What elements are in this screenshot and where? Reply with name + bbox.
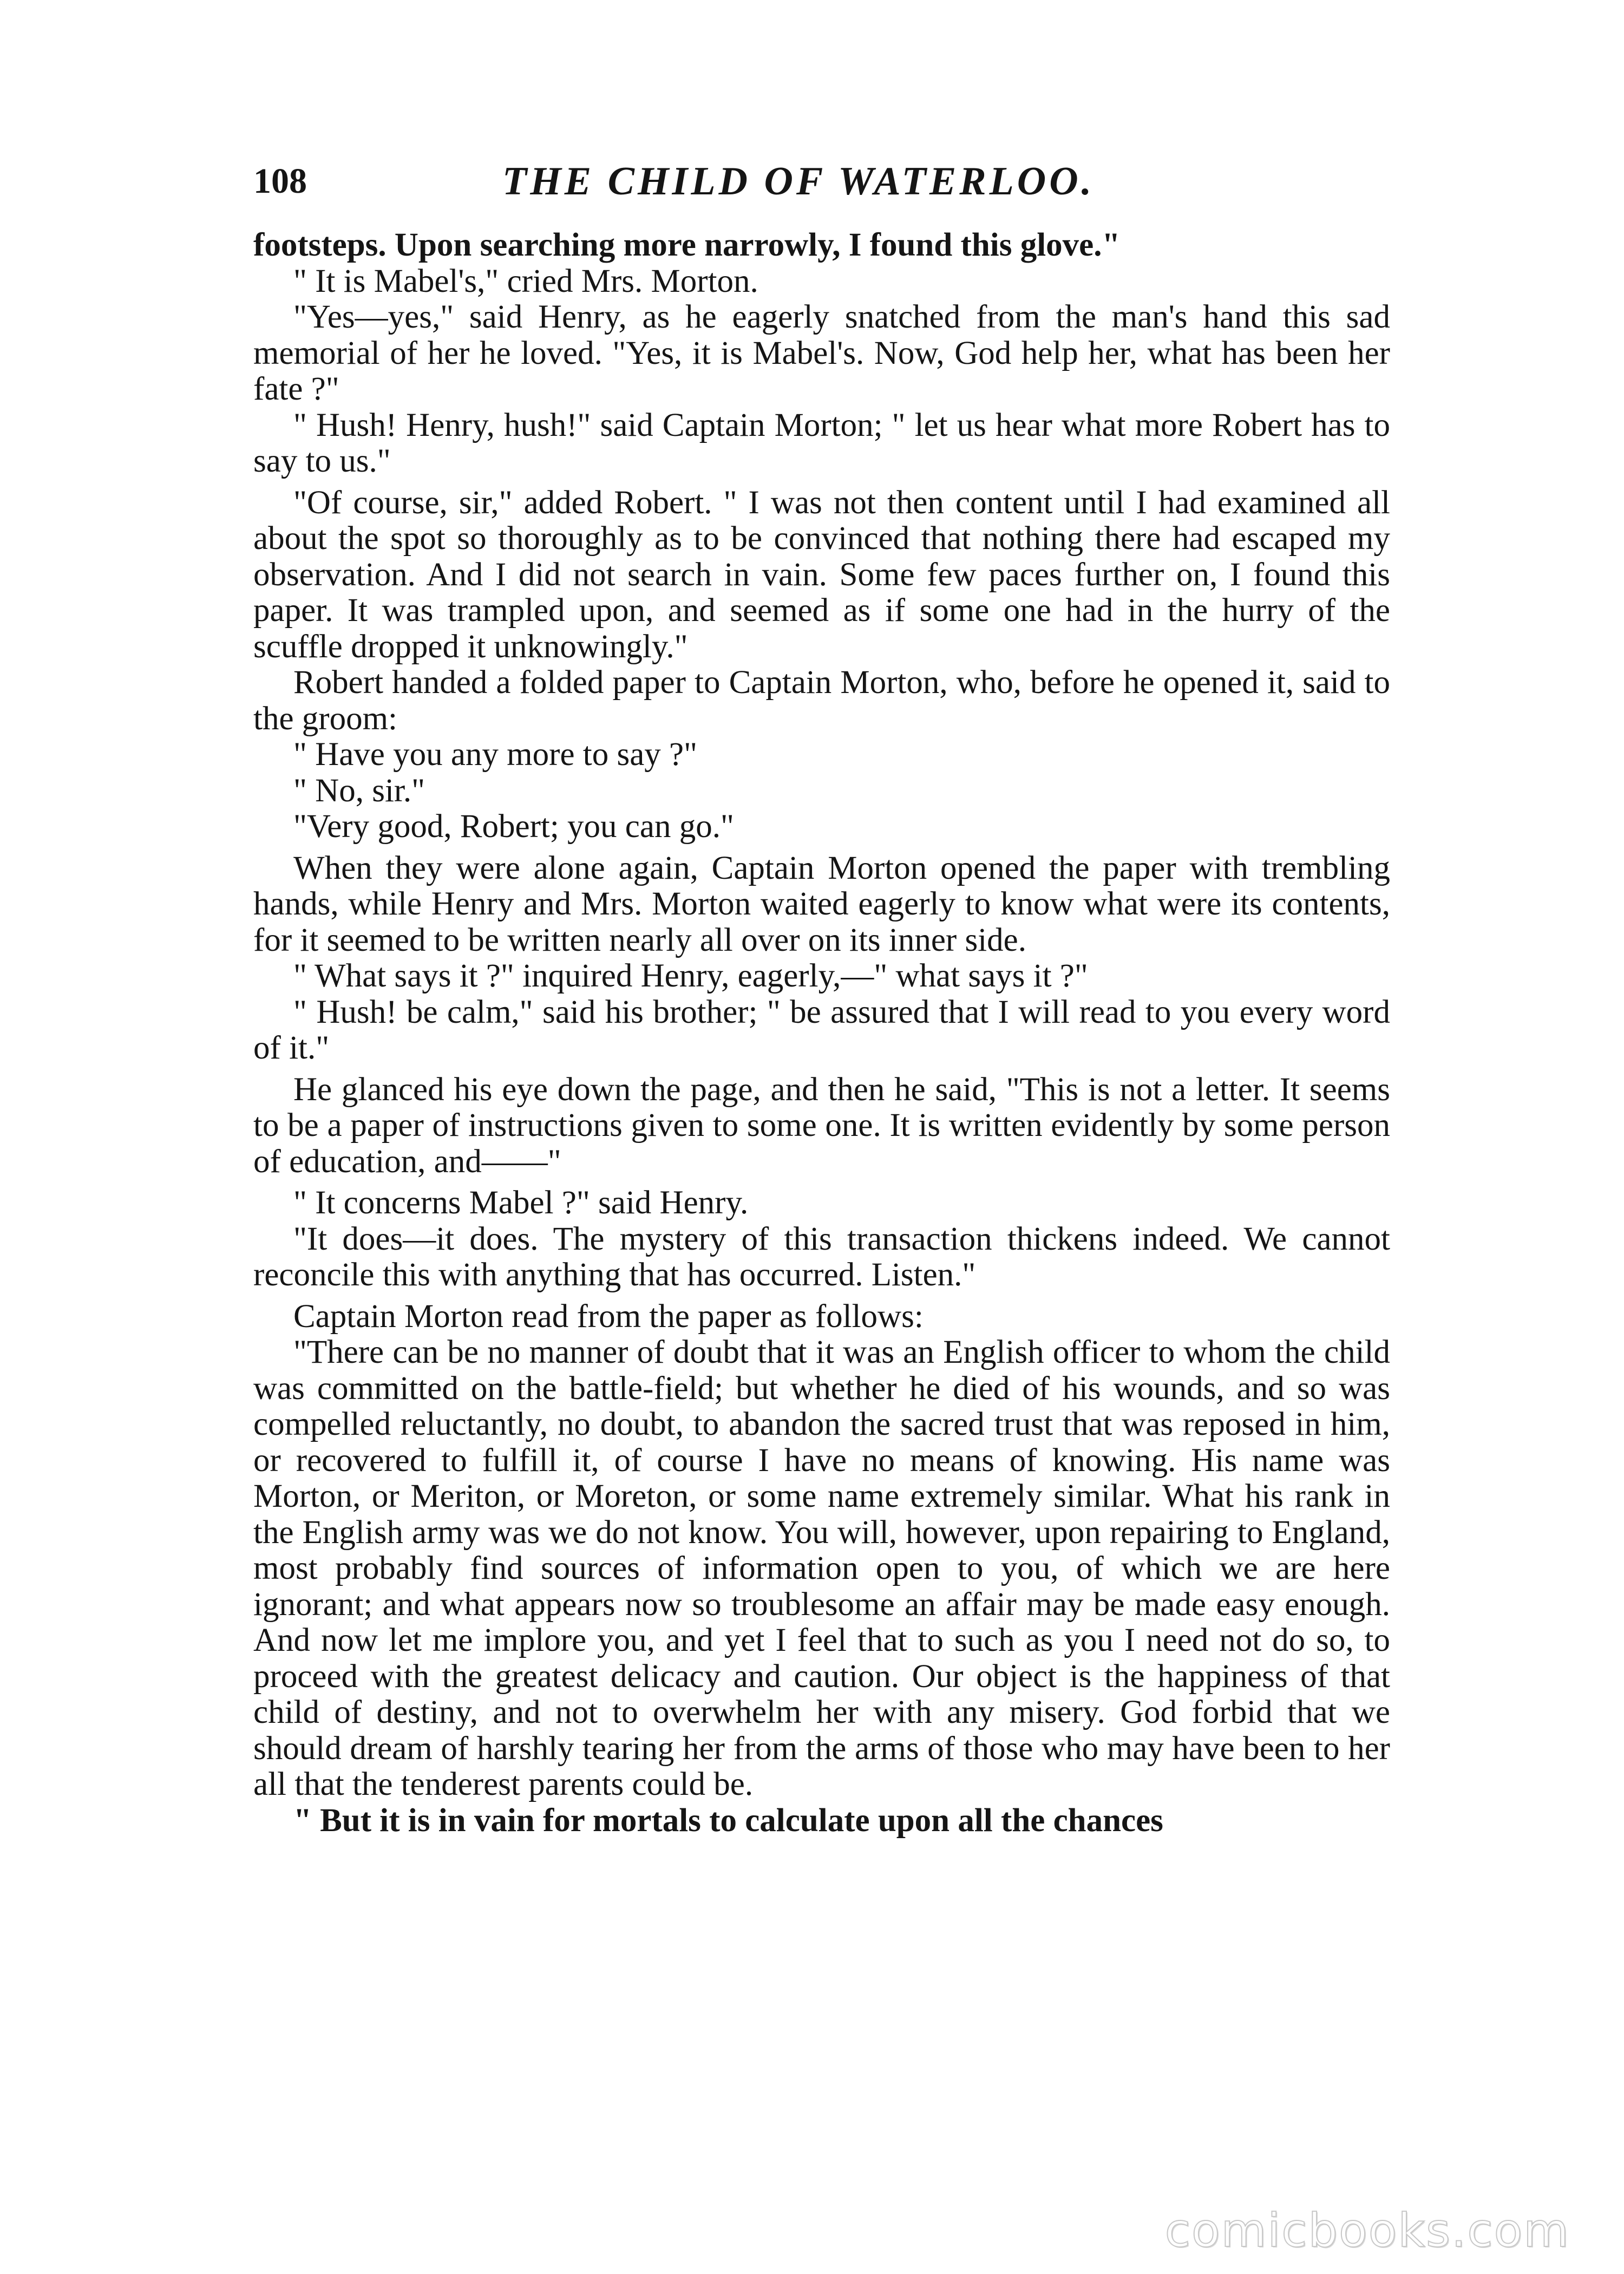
paragraph: "Yes—yes," said Henry, as he eagerly snatched from the man's hand this sad memorial of her he loved. "Yes, it is Mabel's. Now, God help her, what has been her fate ?" [253,299,1390,407]
paragraph: "There can be no manner of doubt that it was an English officer to whom the child was committed on the battle-field; but whether he died of his wounds, and so was compelled reluctantly, no doubt, to abandon the sacred trust that was reposed in him, or recovered to fulfill it, of course I have no means of knowing. His name was Morton, or Meriton, or Moreton, or some name extremely similar. What his rank in the English army was we do not know. You will, however, upon repairing to England, most probably find sources of information open to you, of which we are here ignorant; and what appears now so troublesome an affair may be made easy enough. And now let me implore you, and yet I feel that to such as you I need not do so, to proceed with the greatest delicacy and caution. Our object is the happiness of that child of destiny, and not to overwhelm her with any misery. God forbid that we should dream of harshly tearing her from the arms of those who may have been to her all that the tenderest parents could be. [253,1334,1390,1802]
paragraph: Robert handed a folded paper to Captain Morton, who, before he opened it, said to the groom: [253,664,1390,737]
paragraph: "Very good, Robert; you can go." [293,808,734,845]
paragraph: " What says it ?" inquired Henry, eagerly,—" what says it ?" [293,958,1088,994]
paragraph: " Have you any more to say ?" [293,736,697,773]
paragraph: "It does—it does. The mystery of this transaction thickens indeed. We cannot reconcile this with anything that has occurred. Listen." [253,1220,1390,1293]
body-text [253,227,1390,1839]
page-header [253,153,1390,212]
page-number: 108 [253,161,307,201]
paragraph: footsteps. Upon searching more narrowly, I found this glove." [253,227,1121,263]
paragraph: " Hush! be calm," said his brother; " be assured that I will read to you every word of it." [253,994,1390,1066]
running-title: THE CHILD OF WATERLOO. [502,159,1095,204]
paragraph: " It is Mabel's," cried Mrs. Morton. [293,263,758,299]
paragraph: " Hush! Henry, hush!" said Captain Morton; " let us hear what more Robert has to say to us." [253,407,1390,479]
paragraph: Captain Morton read from the paper as follows: [293,1298,924,1335]
paragraph: " It concerns Mabel ?" said Henry. [293,1185,749,1221]
paragraph: When they were alone again, Captain Morton opened the paper with trembling hands, while Henry and Mrs. Morton waited eagerly to know what were its contents, for it seemed to be written nearly all over on its inner side. [253,850,1390,958]
paragraph: He glanced his eye down the page, and then he said, "This is not a letter. It seems to be a paper of instructions given to some one. It is written evidently by some person of education, and——" [253,1071,1390,1180]
watermark: comicbooks.com [1164,2204,1570,2258]
paragraph: " No, sir." [293,772,425,809]
paragraph: " But it is in vain for mortals to calculate upon all the chances [293,1802,1163,1839]
paragraph: "Of course, sir," added Robert. " I was not then content until I had examined all about the spot so thoroughly as to be convinced that nothing there had escaped my observation. And I did not search in vain. Some few paces further on, I found this paper. It was trampled upon, and seemed as if some one had in the hurry of the scuffle dropped it unknowingly." [253,484,1390,665]
